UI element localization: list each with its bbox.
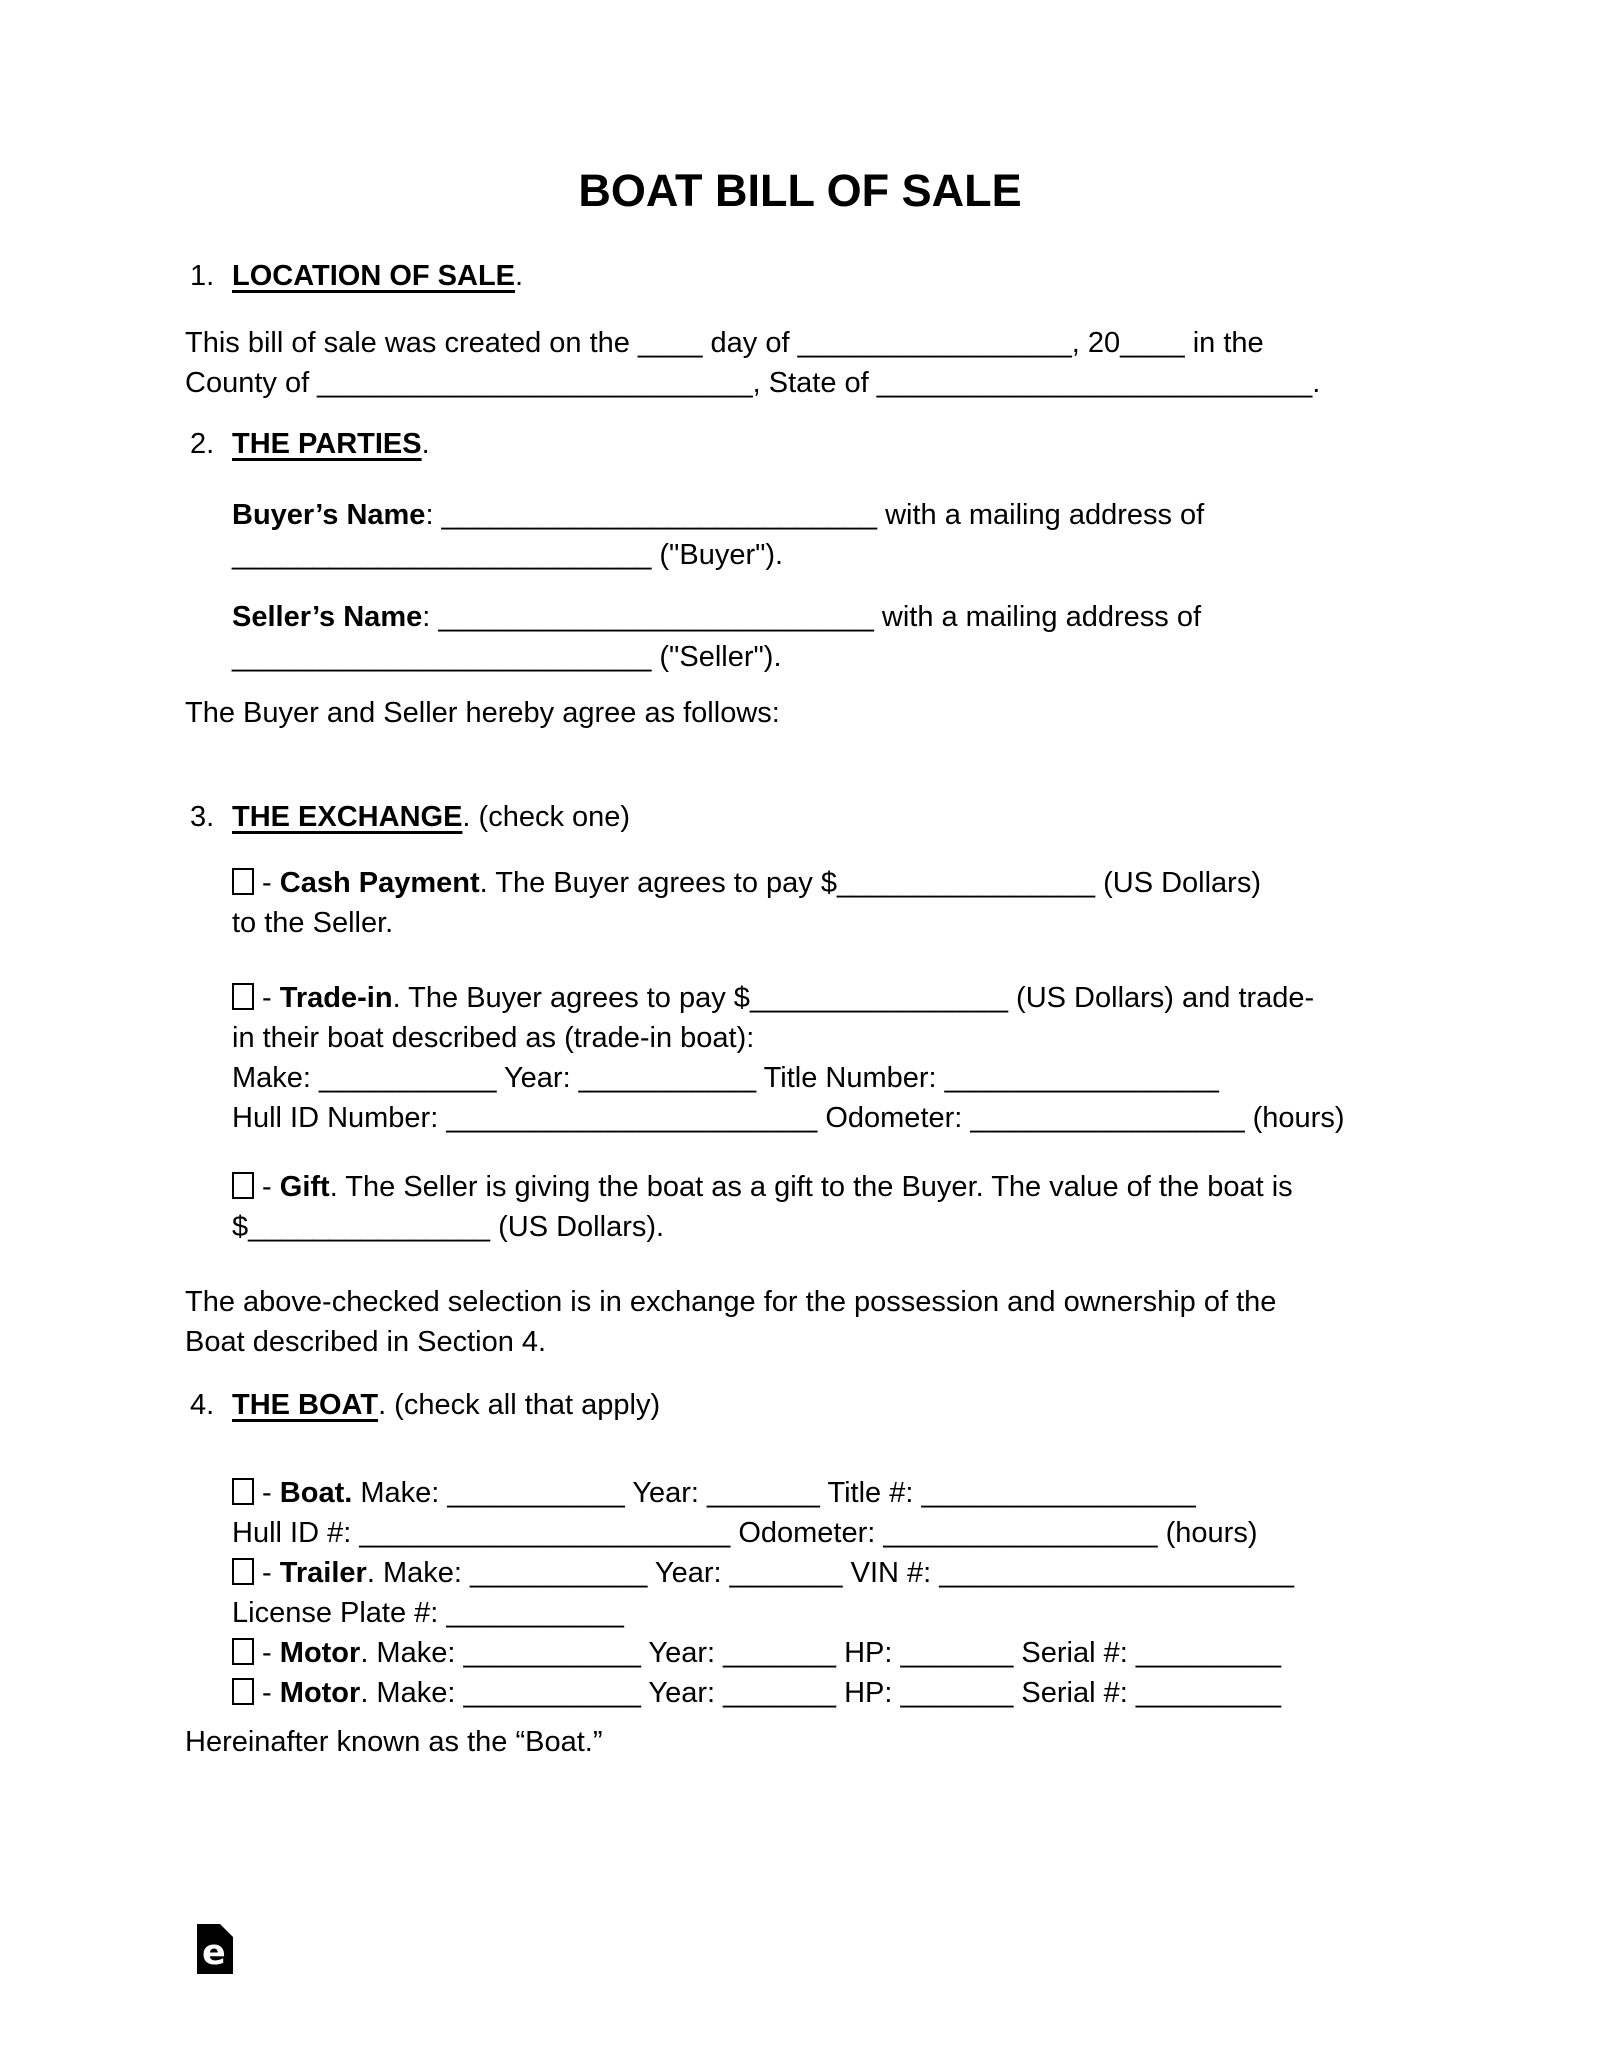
checkbox-gift[interactable] [232,1172,254,1199]
boat-details-paragraph [232,1473,1294,1713]
text-line [232,1633,1294,1673]
eforms-logo-letter: e [202,1933,226,1973]
gift-label: Gift [279,1171,330,1203]
dash-separator: - [254,1677,280,1709]
text-line: This bill of sale was created on the ____ day of _________________, 20____ in the [185,327,1264,359]
text-line [232,978,1345,1018]
dash-separator: - [254,1171,280,1203]
hereinafter-paragraph [185,1722,602,1762]
section-1-header [190,256,523,296]
text-run: Make: ___________ Year: _______ Title #: _________________ [352,1477,1196,1509]
text-run: : ___________________________ with a mailing address of [425,499,1205,531]
trade-in-paragraph [232,978,1345,1138]
buyer-name-paragraph [232,495,1204,575]
gift-paragraph [232,1167,1293,1247]
text-line: Boat described in Section 4. [185,1326,547,1358]
section-2-heading: THE PARTIES [232,428,422,460]
text-line [232,1553,1294,1593]
boat-label: Boat. [279,1477,353,1509]
seller-name-paragraph [232,597,1201,677]
trailer-label: Trailer [279,1557,367,1589]
checkbox-boat[interactable] [232,1478,254,1505]
cash-payment-paragraph [232,863,1261,943]
section-4-heading-suffix: . (check all that apply) [378,1389,661,1421]
text-line: in their boat described as (trade-in boat): [232,1022,755,1054]
text-run: . Make: ___________ Year: _______ HP: _______ Serial #: _________ [360,1677,1282,1709]
text-run: . The Buyer agrees to pay $________________ (US Dollars) [479,867,1261,899]
checkbox-trade-in[interactable] [232,983,254,1010]
text-line [232,1473,1294,1513]
text-line [232,1673,1294,1713]
section-4-header [190,1385,660,1425]
trade-in-label: Trade-in [279,982,393,1014]
seller-name-label: Seller’s Name [232,601,423,633]
text-line [232,495,1204,535]
text-line: License Plate #: ___________ [232,1597,624,1629]
text-line: __________________________ ("Buyer"). [232,539,784,571]
section-3-heading-suffix: . (check one) [462,801,631,833]
text-line: The above-checked selection is in exchange for the possession and ownership of the [185,1286,1277,1318]
text-line [232,863,1261,903]
text-line: $_______________ (US Dollars). [232,1211,665,1243]
text-line: The Buyer and Seller hereby agree as follows: [185,697,780,729]
dash-separator: - [254,1477,280,1509]
text-line [232,597,1201,637]
location-paragraph [185,323,1320,403]
text-line: Hereinafter known as the “Boat.” [185,1726,603,1758]
section-1-heading: LOCATION OF SALE [232,260,516,292]
dash-separator: - [254,982,280,1014]
checkbox-motor-1[interactable] [232,1638,254,1665]
agreement-paragraph [185,693,780,733]
text-line [232,1167,1293,1207]
section-1-number: 1. [190,260,215,292]
text-line: to the Seller. [232,907,394,939]
text-run: . The Seller is giving the boat as a gift to the Buyer. The value of the boat is [329,1171,1293,1203]
text-line: __________________________ ("Seller"). [232,641,782,673]
exchange-closing-paragraph [185,1282,1276,1362]
dash-separator: - [254,1557,280,1589]
document-title: BOAT BILL OF SALE [578,165,1022,216]
motor-2-label: Motor [279,1677,361,1709]
text-line: Hull ID Number: _______________________ Odometer: _________________ (hours) [232,1102,1345,1134]
checkbox-motor-2[interactable] [232,1678,254,1705]
section-1-heading-suffix: . [515,260,524,292]
text-line: County of ___________________________, State of ___________________________. [185,367,1321,399]
checkbox-cash-payment[interactable] [232,868,254,895]
text-run: : ___________________________ with a mailing address of [422,601,1202,633]
section-3-number: 3. [190,801,215,833]
checkbox-trailer[interactable] [232,1558,254,1585]
cash-payment-label: Cash Payment [279,867,480,899]
motor-1-label: Motor [279,1637,361,1669]
section-4-heading: THE BOAT [232,1389,379,1421]
text-run: . The Buyer agrees to pay $________________ (US Dollars) and trade- [392,982,1315,1014]
section-3-header [190,797,630,837]
text-line: Hull ID #: _______________________ Odometer: _________________ (hours) [232,1517,1258,1549]
section-2-heading-suffix: . [421,428,430,460]
dash-separator: - [254,1637,280,1669]
section-4-number: 4. [190,1389,215,1421]
section-3-heading: THE EXCHANGE [232,801,463,833]
buyer-name-label: Buyer’s Name [232,499,426,531]
text-line: Make: ___________ Year: ___________ Title Number: _________________ [232,1062,1219,1094]
eforms-logo [197,1924,233,1974]
dash-separator: - [254,867,280,899]
text-run: . Make: ___________ Year: _______ VIN #: ______________________ [366,1557,1295,1589]
section-2-header [190,424,430,464]
section-2-number: 2. [190,428,215,460]
text-run: . Make: ___________ Year: _______ HP: _______ Serial #: _________ [360,1637,1282,1669]
